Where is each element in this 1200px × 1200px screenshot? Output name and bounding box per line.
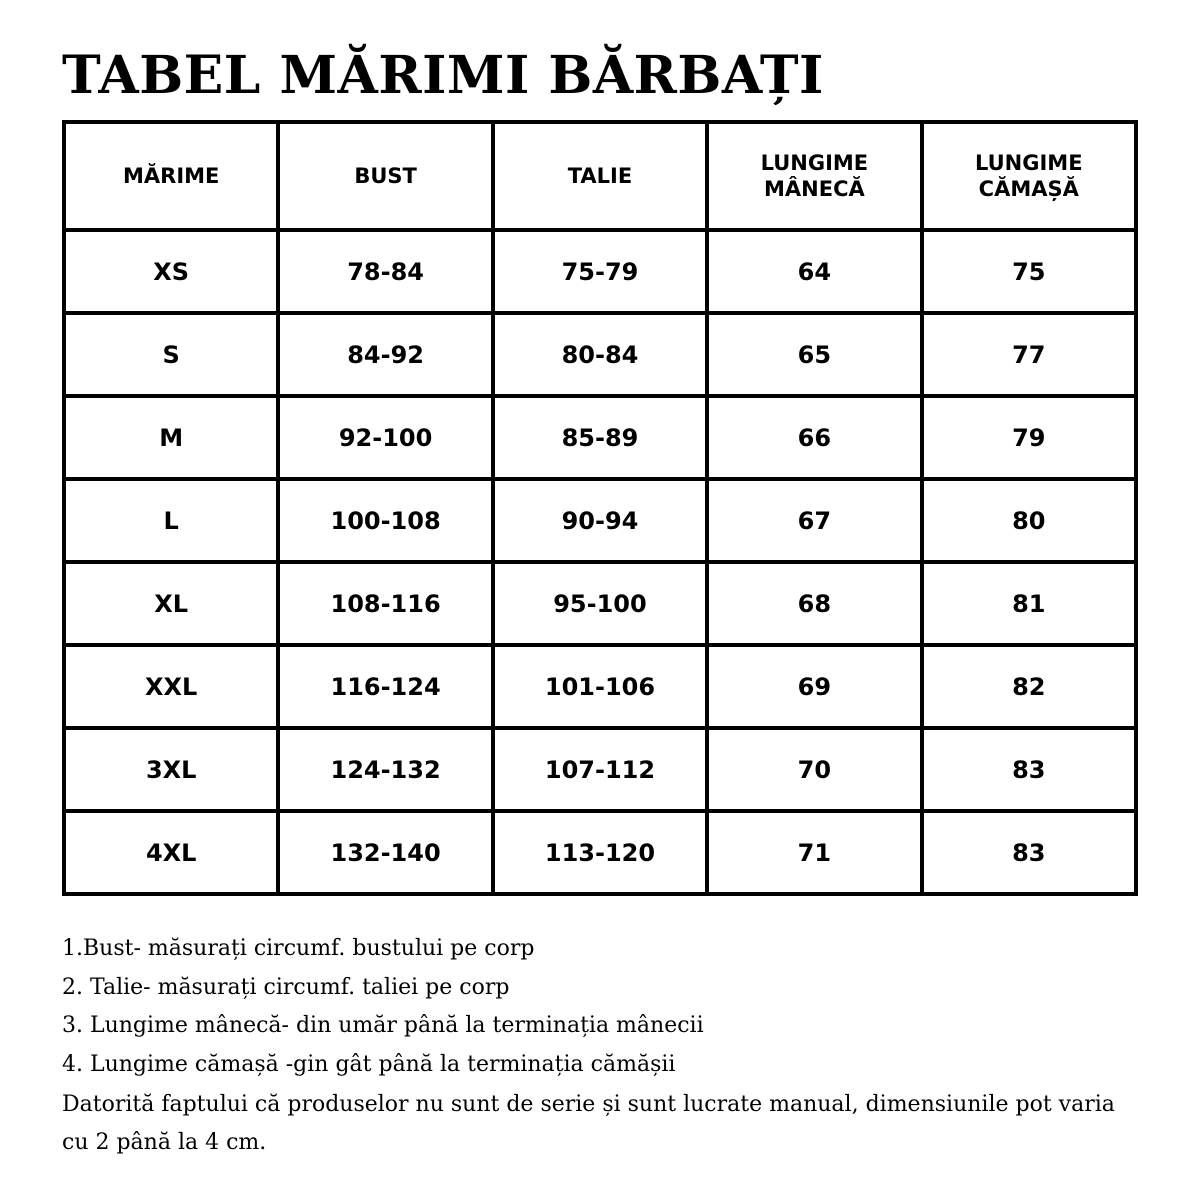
cell-bust: 84-92 [278,313,492,396]
cell-shirt-length: 80 [922,479,1136,562]
cell-shirt-length: 83 [922,811,1136,894]
table-row [64,811,1136,894]
cell-bust: 124-132 [278,728,492,811]
cell-size: M [64,396,278,479]
cell-size: XXL [64,645,278,728]
cell-size: XS [64,230,278,313]
note-shirt: 4. Lungime cămașă -gin gât până la terminația cămășii [62,1051,676,1077]
table-row [64,479,1136,562]
cell-bust: 78-84 [278,230,492,313]
header-shirt-length: LUNGIME CĂMAȘĂ [922,122,1136,230]
header-size: MĂRIME [64,122,278,230]
cell-sleeve-length: 69 [707,645,921,728]
cell-waist: 75-79 [493,230,707,313]
size-chart-table [62,120,1138,896]
cell-bust: 108-116 [278,562,492,645]
cell-size: L [64,479,278,562]
cell-shirt-length: 81 [922,562,1136,645]
cell-bust: 92-100 [278,396,492,479]
cell-sleeve-length: 68 [707,562,921,645]
cell-waist: 107-112 [493,728,707,811]
cell-sleeve-length: 67 [707,479,921,562]
cell-bust: 132-140 [278,811,492,894]
table-row [64,230,1136,313]
cell-size: 3XL [64,728,278,811]
cell-waist: 90-94 [493,479,707,562]
disclaimer-text: Datorită faptului că produselor nu sunt de serie și sunt lucrate manual, dimensiunile pot varia cu 2 până la 4 cm. [62,1092,1115,1155]
header-bust: BUST [278,122,492,230]
cell-shirt-length: 83 [922,728,1136,811]
header-sleeve-length: LUNGIME MÂNECĂ [707,122,921,230]
table-row [64,645,1136,728]
cell-waist: 95-100 [493,562,707,645]
table-row [64,313,1136,396]
note-sleeve: 3. Lungime mânecă- din umăr până la terminația mânecii [62,1013,704,1038]
table-header [64,122,1136,230]
table-row [64,728,1136,811]
cell-shirt-length: 82 [922,645,1136,728]
cell-sleeve-length: 66 [707,396,921,479]
note-waist: 2. Talie- măsurați circumf. taliei pe corp [62,974,510,1000]
cell-sleeve-length: 71 [707,811,921,894]
cell-waist: 85-89 [493,396,707,479]
cell-waist: 113-120 [493,811,707,894]
cell-sleeve-length: 70 [707,728,921,811]
cell-size: 4XL [64,811,278,894]
cell-bust: 116-124 [278,645,492,728]
note-bust: 1.Bust- măsurați circumf. bustului pe corp [62,936,535,961]
cell-shirt-length: 75 [922,230,1136,313]
cell-sleeve-length: 64 [707,230,921,313]
measurement-notes [62,930,1142,1084]
table-row [64,562,1136,645]
cell-sleeve-length: 65 [707,313,921,396]
header-row [64,122,1136,230]
cell-shirt-length: 79 [922,396,1136,479]
header-waist: TALIE [493,122,707,230]
cell-waist: 101-106 [493,645,707,728]
table-body [64,230,1136,894]
cell-size: XL [64,562,278,645]
table-row [64,396,1136,479]
cell-size: S [64,313,278,396]
page-title: TABEL MĂRIMI BĂRBAȚI [62,45,824,106]
cell-bust: 100-108 [278,479,492,562]
cell-shirt-length: 77 [922,313,1136,396]
cell-waist: 80-84 [493,313,707,396]
